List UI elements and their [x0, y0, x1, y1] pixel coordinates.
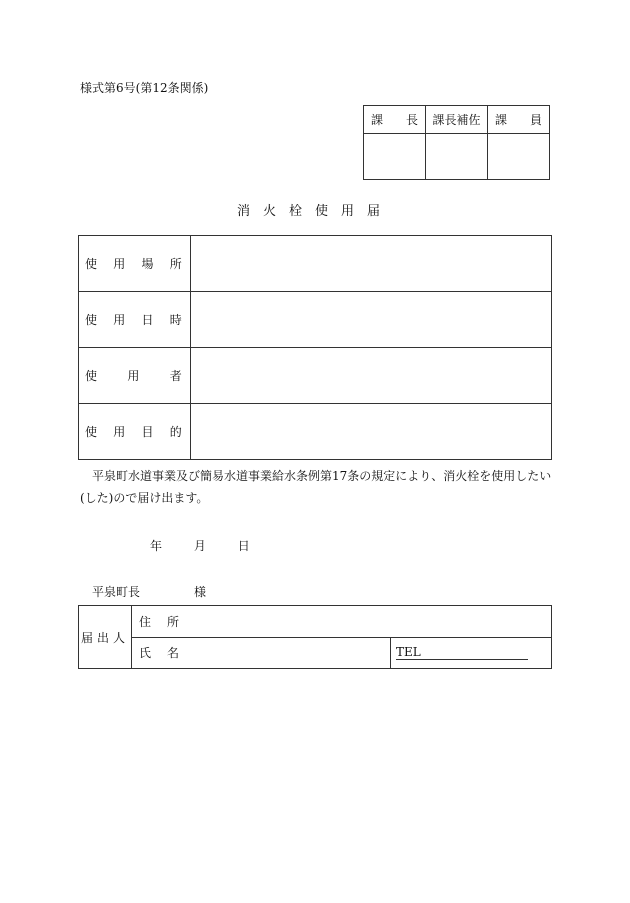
field-label-location: 使 用 場 所 — [79, 236, 191, 292]
approval-stamp-box — [363, 105, 550, 180]
date-line — [150, 537, 278, 554]
applicant-table — [78, 605, 552, 669]
date-day: 日 — [237, 539, 250, 553]
applicant-tel-field[interactable] — [391, 637, 552, 669]
table-row — [79, 292, 552, 348]
name-label: 氏 名 — [139, 646, 180, 661]
field-value-datetime[interactable] — [190, 292, 551, 348]
approval-stamp-section-chief — [364, 134, 426, 180]
approval-header-section-chief: 課 長 — [364, 106, 426, 134]
document-title: 消火栓使用届 — [236, 204, 393, 219]
date-month: 月 — [193, 539, 206, 553]
applicant-address-field[interactable] — [132, 606, 552, 638]
date-year: 年 — [150, 539, 163, 553]
approval-header-staff: 課 員 — [488, 106, 550, 134]
table-row — [79, 404, 552, 460]
applicant-name-field[interactable] — [132, 637, 391, 669]
approval-header-deputy-chief: 課長補佐 — [426, 106, 488, 134]
tel-label: TEL — [396, 646, 528, 660]
field-value-user[interactable] — [190, 348, 551, 404]
approval-stamp-deputy-chief — [426, 134, 488, 180]
form-number: 様式第6号(第12条関係) — [80, 81, 209, 95]
declaration-statement: 平泉町水道事業及び簡易水道事業給水条例第17条の規定により、消火栓を使用したい(した)ので届け出ます。 — [80, 469, 552, 505]
field-value-location[interactable] — [190, 236, 551, 292]
table-row — [79, 348, 552, 404]
field-label-purpose: 使 用 目 的 — [79, 404, 191, 460]
field-label-datetime: 使 用 日 時 — [79, 292, 191, 348]
addressee-honorific: 様 — [194, 585, 207, 599]
addressee-name: 平泉町長 — [92, 585, 141, 599]
table-row — [79, 236, 552, 292]
addressee — [92, 583, 206, 600]
field-value-purpose[interactable] — [190, 404, 551, 460]
usage-details-table — [78, 235, 552, 460]
approval-stamp-staff — [488, 134, 550, 180]
field-label-user: 使 用 者 — [79, 348, 191, 404]
applicant-label: 届出人 — [79, 606, 132, 669]
address-label: 住 所 — [139, 614, 180, 629]
